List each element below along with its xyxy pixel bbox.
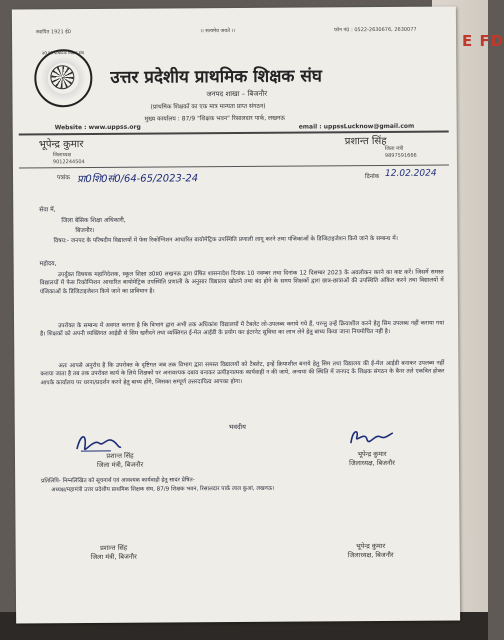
- bottom-right-signatory-block: [316, 541, 426, 560]
- website-text: Website : www.uppss.org: [54, 123, 141, 132]
- officials-divider: [19, 165, 449, 169]
- right-official-name: प्रशान्त सिंह: [344, 135, 387, 148]
- copy-note-line-2: अध्यक्ष/महामंत्री उत्तर प्रदेशीय प्राथमिक शिक्षक संघ, 87/9 शिक्षक भवन, रिसालदार पार्क लाल कुआं, लखनऊ।: [51, 485, 275, 494]
- right-signatory-block: [317, 449, 427, 468]
- left-signatory-name: प्रशान्त सिंह: [106, 451, 134, 460]
- right-signature-image: [347, 425, 395, 451]
- slogan-text: ।। सत्यमेव जयते ।।: [199, 27, 236, 35]
- copy-note-line-1: प्रतिलिपि- निम्नलिखित को सूचनार्थ एवं आवश्यक कार्यवाही हेतु सादर प्रेषित-: [41, 477, 195, 485]
- left-official-name: भूपेन्द्र कुमार: [38, 139, 84, 151]
- reference-number: प्रा0शि0सं0/64-65/2023-24: [77, 173, 199, 186]
- office-address: मुख्य कार्यालय : 87/9 "शिक्षक भवन" रिसालदार पार्क, लखनऊ: [144, 114, 286, 123]
- letter-page: [12, 6, 460, 623]
- paragraph-3: अतः आपसे अनुरोध है कि उपरोक्त के दृष्टिगत जब तक विभाग द्वारा समस्त विद्यालयों को टैबलेट, इन्हें क्रियाशील बनाये हेतु सिम तथा विद्यालय की ई-मेल आईडी बनाकर उपलब्ध नहीं कराया जाता है तब तक उपरोक्त कार्य के लिये शिक्षकों पर अनावश्यक दबाव बनाकर उत्पीड़नात्मक कार्यवाही न की जाये, अन्यथा की स्थिति में जनपद के शिक्षक संगठन के बैनर तले एकत्रित होकर आपके कार्यालय पर धरना/प्रदर्शन करने हेतु बाध्य होंगे, जिसका सम्पूर्ण उत्तरदायित्व आपका होगा।: [40, 360, 445, 387]
- right-signatory-role: जिलाध्यक्ष, बिजनौर: [349, 458, 395, 468]
- bottom-left-role: जिला मंत्री, बिजनौर: [90, 552, 137, 562]
- addressee-line-2: बिजनौर।: [75, 226, 95, 235]
- logo-text: उ0 प्र0 प्राथमिक शिक्षक संघ: [42, 50, 84, 56]
- subject-line: विषय:- जनपद के परिषदीय विद्यालयों में फेस रिकोग्निशन आधारित बायोमेट्रिक उपस्थिति प्रणाली लागू करने तथा पंजिकाओं के डिजिटाइजेशन किये जाने के सम्बन्ध में।: [53, 235, 398, 245]
- left-official-phone: 9012244504: [52, 159, 85, 166]
- reference-label: पत्रांक: [57, 174, 70, 182]
- date-label: दिनांक: [365, 172, 380, 181]
- phone-text: फोन नं0 : 0522-2630676, 2630077: [333, 26, 417, 34]
- right-official-phone: 9897591666: [384, 152, 417, 159]
- branch-name: जनपद शाखा – बिजनौर: [206, 89, 268, 99]
- bottom-left-name: प्रशान्त सिंह: [100, 543, 128, 552]
- organization-tagline: (प्राथमिक शिक्षकों का एक मात्र मान्यता प्राप्त संगठन): [150, 102, 266, 111]
- established-text: स्थापित 1921 ई0: [36, 29, 71, 36]
- date-value: 12.02.2024: [384, 168, 437, 179]
- background-red-text: E FD: [462, 32, 504, 50]
- addressee-line-1: जिला बेसिक शिक्षा अधिकारी,: [61, 216, 126, 225]
- greeting: महोदय,: [39, 260, 57, 268]
- paragraph-1: उपर्युक्त विषयक महानिदेशक, स्कूल शिक्षा उ0प्र0 लखनऊ द्वारा प्रेषित शासनादेश दिनांक 10 नवम्बर तथा दिनांक 12 दिसम्बर 2023 के अवलोकन करने का कष्ट करें। जिसमें समस्त विद्यालयों में फेस रिकोग्निशन आधारित बायोमेट्रिक उपस्थिति प्रणाली के अनुसार विद्यालय खोलने तथा बंद होने के समय शिक्षकों द्वारा छात्र-छात्राओं की उपस्थिति अंकित करने तथा विद्यालयों में पंजिकाओं के डिजिटाइजेशन किये जाने का प्राविधान है।: [39, 269, 444, 296]
- right-signatory-name: भूपेन्द्र कुमार: [357, 449, 387, 459]
- left-signatory-block: [75, 450, 165, 469]
- left-official-role: जिलाध्यक्ष: [52, 152, 71, 159]
- logo-emblem: [50, 65, 74, 89]
- salutation: सेवा में,: [39, 206, 56, 214]
- organization-title: उत्तर प्रदेशीय प्राथमिक शिक्षक संघ: [110, 66, 322, 88]
- bottom-right-role: जिलाध्यक्ष, बिजनौर: [347, 550, 394, 560]
- organization-logo: [34, 49, 92, 107]
- closing-text: भवदीय: [228, 422, 246, 432]
- bottom-right-name: भूपेन्द्र कुमार: [356, 541, 386, 551]
- paragraph-2: उपरोक्त के सम्बन्ध में अवगत कराना है कि विभाग द्वारा अभी तक अधिकांश विद्यालयों में टैबलेट लो-उपलब्ध कराये गये हैं, परन्तु उन्हें क्रियाशील करने हेतु सिम उपलब्ध नहीं कराया गया है। शिक्षकों को अपनी व्यक्तिगत आईडी से सिम खरीदने तथा व्यक्तिगत ई-मेल आईडी के प्रयोग कर इंटरनेट सुविधा का लाभ लेने हेतु बाध्य किया जाना नियमोचित नहीं है।: [40, 320, 445, 338]
- email-text: email : uppssLucknow@gmail.com: [298, 122, 415, 131]
- bottom-left-signatory-block: [64, 543, 164, 562]
- left-signatory-role: जिला मंत्री, बिजनौर: [96, 460, 144, 469]
- right-official-role: जिला मंत्री: [384, 145, 404, 152]
